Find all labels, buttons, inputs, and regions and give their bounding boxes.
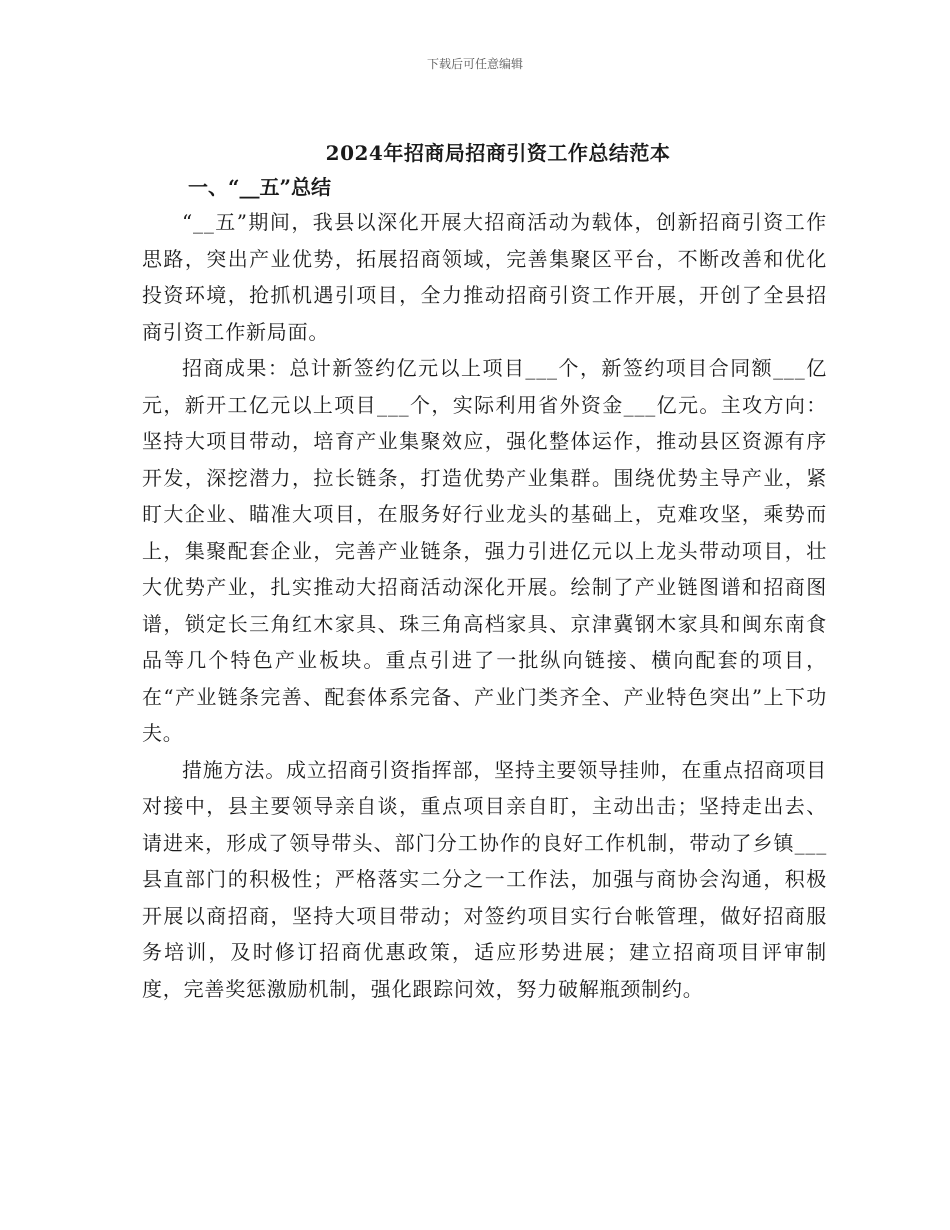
paragraph-overview: “__五”期间，我县以深化开展大招商活动为载体，创新招商引资工作思路，突出产业优势，拓展招商领域，完善集聚区平台，不断改善和优化投资环境，抢抓机遇引项目，全力推动招商引资工作开展，开创了全县招商引资工作新局面。: [142, 210, 827, 344]
paragraph-results: 招商成果：总计新签约亿元以上项目___个，新签约项目合同额___亿元，新开工亿元以上项目___个，实际利用省外资金___亿元。主攻方向：坚持大项目带动，培育产业集聚效应，强化整体运作，推动县区资源有序开发，深挖潜力，拉长链条，打造优势产业集群。围绕优势主导产业，紧盯大企业、瞄准大项目，在服务好行业龙头的基础上，克难攻坚，乘势而上，集聚配套企业，完善产业链条，强力引进亿元以上龙头带动项目，壮大优势产业，扎实推动大招商活动深化开展。绘制了产业链图谱和招商图谱，锁定长三角红木家具、珠三角高档家具、京津冀钢木家具和闽东南食品等几个特色产业板块。重点引进了一批纵向链接、横向配套的项目，在“产业链条完善、配套体系完备、产业门类齐全、产业特色突出”上下功夫。: [142, 356, 827, 745]
document-body: [142, 170, 827, 1007]
paragraph-measures: 措施方法。成立招商引资指挥部，坚持主要领导挂帅，在重点招商项目对接中，县主要领导亲自谈，重点项目亲自盯，主动出击；坚持走出去、请进来，形成了领导带头、部门分工协作的良好工作机制，带动了乡镇___县直部门的积极性；严格落实二分之一工作法，加强与商协会沟通，积极开展以商招商，坚持大项目带动；对签约项目实行台帐管理，做好招商服务培训，及时修订招商优惠政策，适应形势进展；建立招商项目评审制度，完善奖惩激励机制，强化跟踪问效，努力破解瓶颈制约。: [142, 757, 827, 1001]
document-title: 2024年招商局招商引资工作总结范本: [325, 141, 671, 166]
page-header-note: 下载后可任意编辑: [426, 57, 523, 71]
section-heading: 一、“__五”总结: [188, 175, 332, 199]
